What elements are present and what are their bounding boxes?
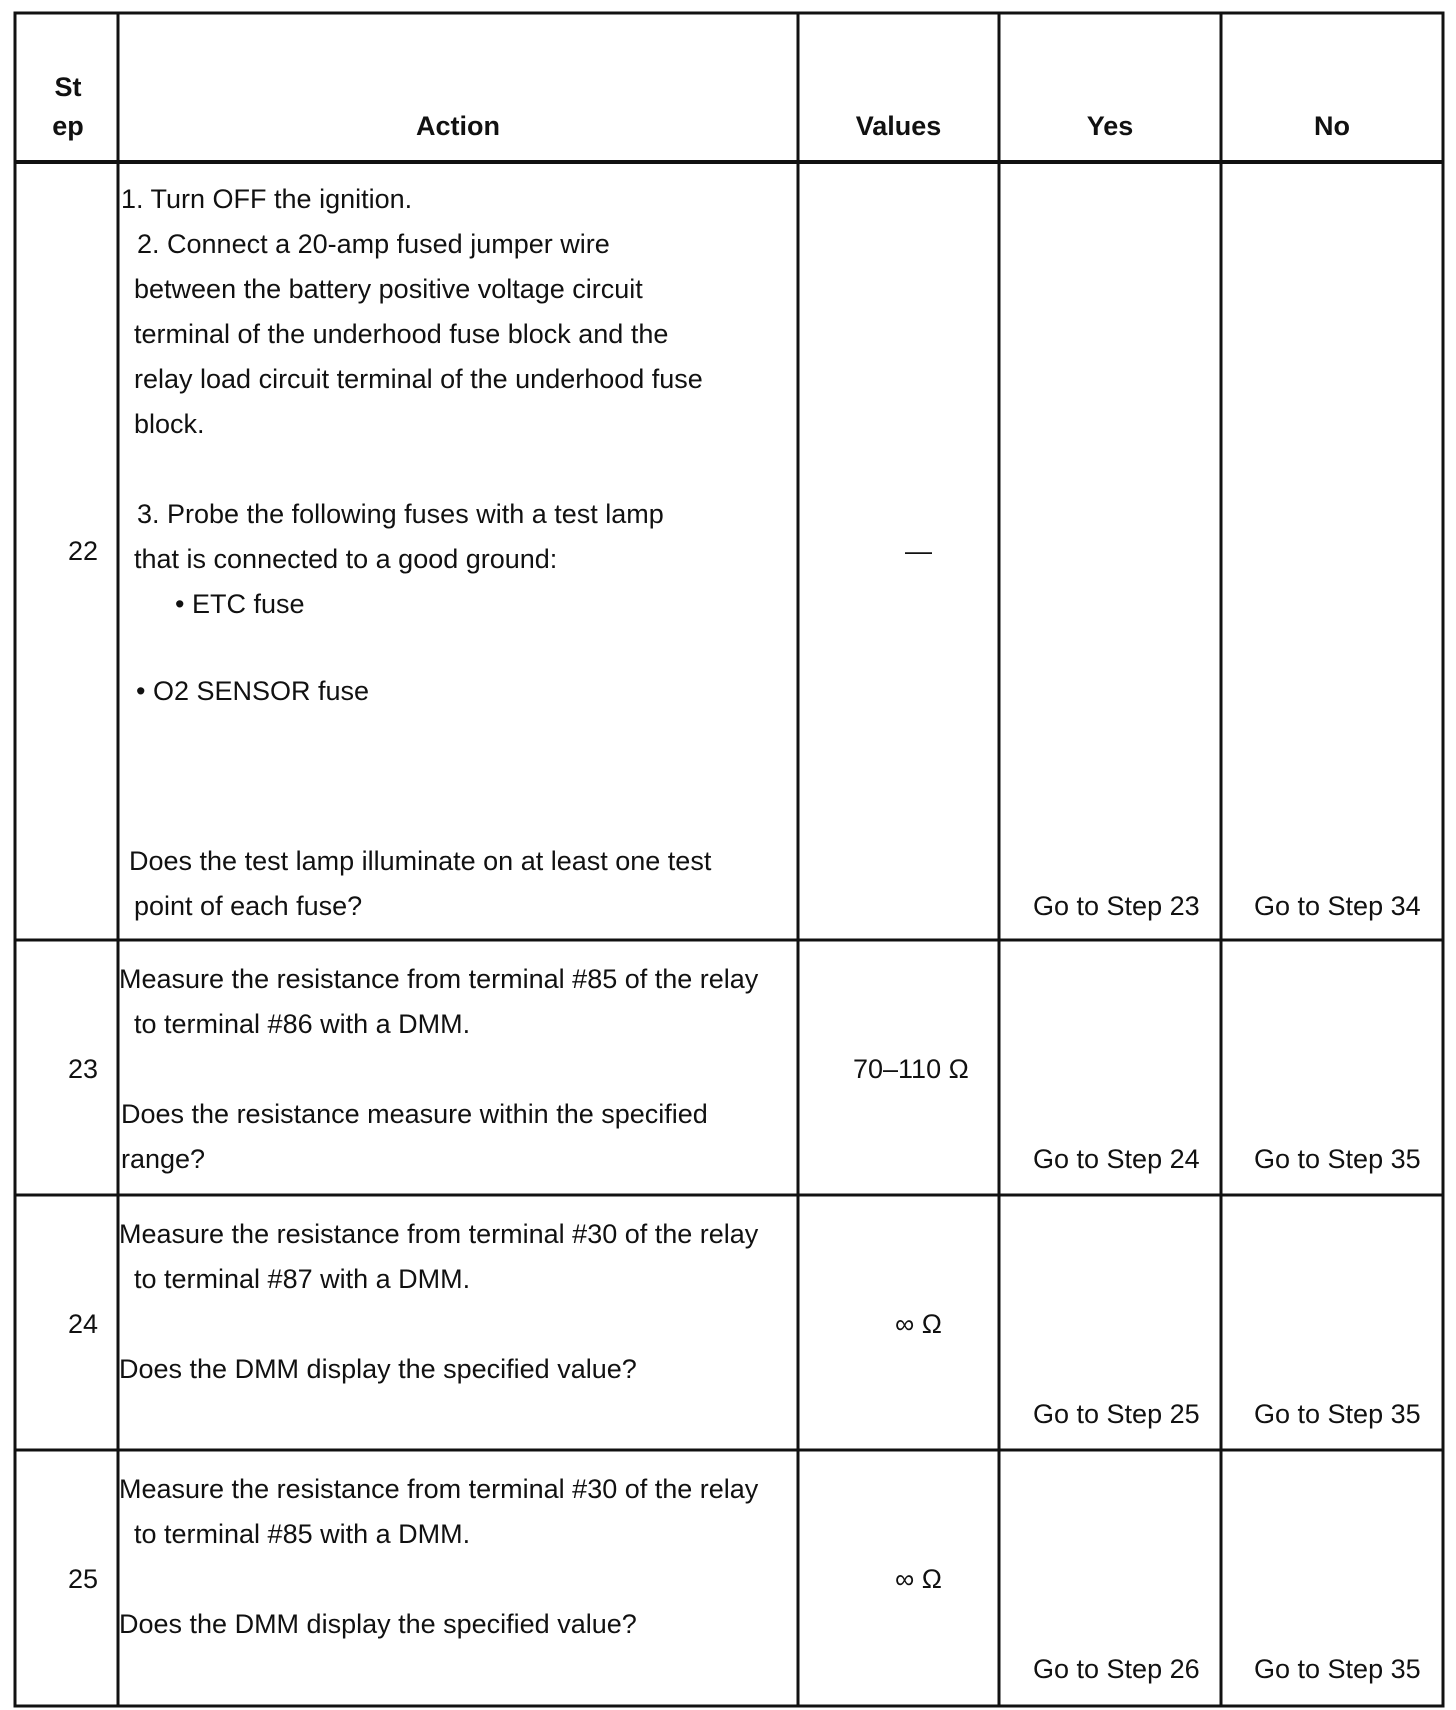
step-number: 24: [68, 1309, 99, 1339]
action-line: to terminal #85 with a DMM.: [134, 1519, 471, 1549]
action-line: to terminal #86 with a DMM.: [134, 1009, 471, 1039]
yes-cell: Go to Step 24: [1033, 1144, 1200, 1174]
no-cell: Go to Step 35: [1254, 1144, 1421, 1174]
step-number: 22: [68, 536, 99, 566]
action-line: that is connected to a good ground:: [134, 544, 558, 574]
action-line: block.: [134, 409, 205, 439]
yes-cell: Go to Step 23: [1033, 891, 1200, 921]
action-line: between the battery positive voltage circuit: [134, 274, 643, 304]
action-line: Measure the resistance from terminal #30 of the relay: [119, 1219, 759, 1249]
action-question: Does the test lamp illuminate on at least one test: [129, 846, 712, 876]
action-question: point of each fuse?: [134, 891, 363, 921]
no-cell: Go to Step 35: [1254, 1654, 1421, 1684]
header-yes: Yes: [1086, 111, 1134, 141]
header-step-line2: ep: [52, 111, 84, 141]
action-line: 3. Probe the following fuses with a test lamp: [137, 499, 664, 529]
action-line: 1. Turn OFF the ignition.: [121, 184, 413, 214]
action-question: range?: [121, 1144, 206, 1174]
action-line: terminal of the underhood fuse block and the: [134, 319, 669, 349]
value-cell: ∞ Ω: [895, 1564, 942, 1594]
header-values: Values: [855, 111, 942, 141]
value-cell: —: [905, 536, 932, 566]
yes-cell: Go to Step 26: [1033, 1654, 1200, 1684]
action-question: Does the DMM display the specified value?: [119, 1354, 637, 1384]
header-no: No: [1314, 111, 1350, 141]
action-question: Does the DMM display the specified value?: [119, 1609, 637, 1639]
action-line: to terminal #87 with a DMM.: [134, 1264, 471, 1294]
header-action: Action: [416, 111, 500, 141]
no-cell: Go to Step 34: [1254, 891, 1421, 921]
action-line: Measure the resistance from terminal #30 of the relay: [119, 1474, 759, 1504]
no-cell: Go to Step 35: [1254, 1399, 1421, 1429]
value-cell: 70–110 Ω: [853, 1054, 969, 1084]
yes-cell: Go to Step 25: [1033, 1399, 1200, 1429]
step-number: 23: [68, 1054, 99, 1084]
action-line: 2. Connect a 20-amp fused jumper wire: [137, 229, 610, 259]
header-step-line1: St: [54, 72, 82, 102]
action-line: relay load circuit terminal of the underhood fuse: [134, 364, 703, 394]
action-question: Does the resistance measure within the specified: [121, 1099, 708, 1129]
step-number: 25: [68, 1564, 99, 1594]
value-cell: ∞ Ω: [895, 1309, 942, 1339]
action-line: Measure the resistance from terminal #85 of the relay: [119, 964, 759, 994]
action-bullet-item: • ETC fuse: [175, 589, 305, 619]
action-bullet-item: • O2 SENSOR fuse: [136, 676, 370, 706]
